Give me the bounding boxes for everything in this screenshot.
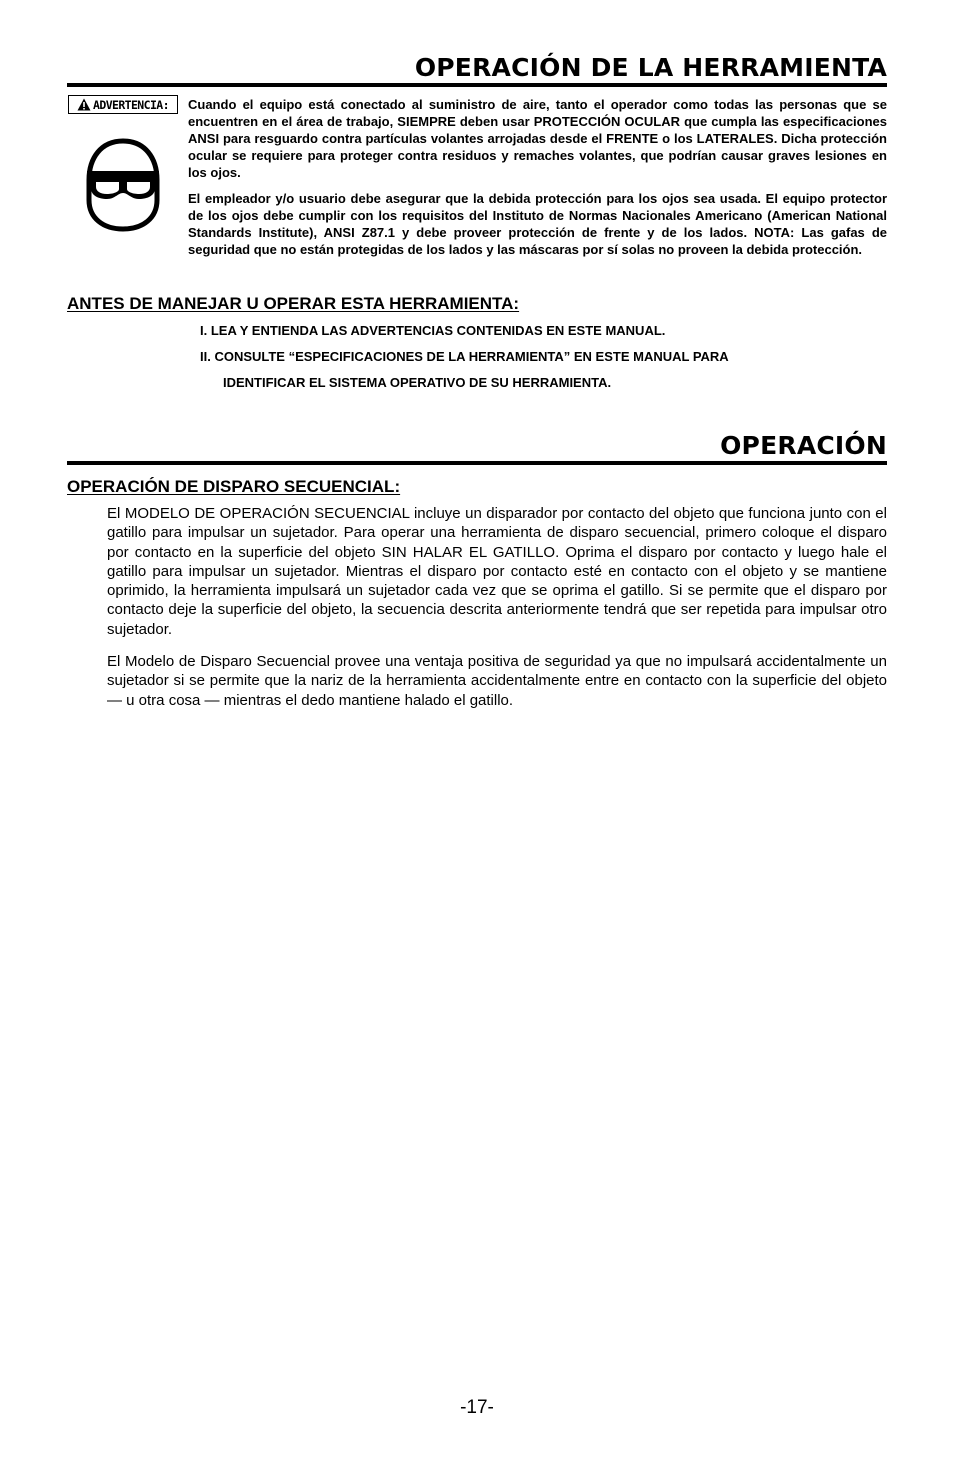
- list-item-1: I. LEA Y ENTIENDA LAS ADVERTENCIAS CONTENIDAS EN ESTE MANUAL.: [200, 323, 666, 338]
- warning-label: [68, 95, 178, 114]
- page-number: -17-: [460, 1397, 494, 1418]
- operation-title: OPERACIÓN: [67, 433, 887, 465]
- list-item-2-continued: IDENTIFICAR EL SISTEMA OPERATIVO DE SU HERRAMIENTA.: [223, 375, 612, 390]
- sequential-heading: OPERACIÓN DE DISPARO SECUENCIAL:: [67, 477, 401, 496]
- page-title: OPERACIÓN DE LA HERRAMIENTA: [67, 55, 887, 87]
- before-operating-heading: ANTES DE MANEJAR U OPERAR ESTA HERRAMIENTA:: [67, 294, 520, 313]
- sequential-paragraph-2: El Modelo de Disparo Secuencial provee una ventaja positiva de seguridad ya que no impulsará accidentalmente un sujetador si se permite que la nariz de la herramienta accidentalmente entre en contacto con la superficie del objeto — u otra cosa — mientras el dedo mantiene halado el gatillo.: [107, 653, 887, 709]
- warning-triangle-icon: [77, 98, 91, 111]
- sequential-paragraph-1: El MODELO DE OPERACIÓN SECUENCIAL incluye un disparador por contacto del objeto que funciona junto con el gatillo para impulsar un sujetador. Para operar una herramienta de disparo secuencial, primero coloque el disparo por contacto en la superficie del objeto SIN HALAR EL GATILLO. Oprima el disparo por contacto y luego hale el gatillo para impulsar un sujetador. Mientras el disparo por contacto esté en contacto con el objeto y se mantiene oprimido, la herramienta impulsará un sujetador cada vez que se oprima el gatillo. Si se permite que el disparo por contacto deje la superficie del objeto, la secuencia descrita anteriormente tendrá que ser repetida para impulsar otro sujetador.: [107, 505, 887, 638]
- warning-paragraph-2: El empleador y/o usuario debe asegurar que la debida protección para los ojos sea usada. El equipo protector de los ojos debe cumplir con los requisitos del Instituto de Normas Nacionales Americano (American National Standards Institute), ANSI Z87.1 y debe proveer protección de frente y de los lados. NOTA: Las gafas de seguridad que no están protegidas de los lados y las máscaras por sí solas no proveen la debida protección.: [188, 191, 887, 258]
- list-item-2: II. CONSULTE “ESPECIFICACIONES DE LA HERRAMIENTA” EN ESTE MANUAL PARA: [200, 349, 729, 364]
- goggles-face-icon: [83, 138, 163, 232]
- warning-paragraph-1: Cuando el equipo está conectado al suministro de aire, tanto el operador como todas las personas que se encuentren en el área de trabajo, SIEMPRE deben usar PROTECCIÓN OCULAR que cumpla las especificaciones ANSI para resguardo contra partículas volantes arrojadas desde el FRENTE o los LATERALES. Dicha protección ocular se requiere para proteger contra residuos y remaches volantes, que podrían causar graves lesiones en los ojos.: [188, 97, 887, 181]
- warning-label-text: ADVERTENCIA:: [93, 97, 169, 112]
